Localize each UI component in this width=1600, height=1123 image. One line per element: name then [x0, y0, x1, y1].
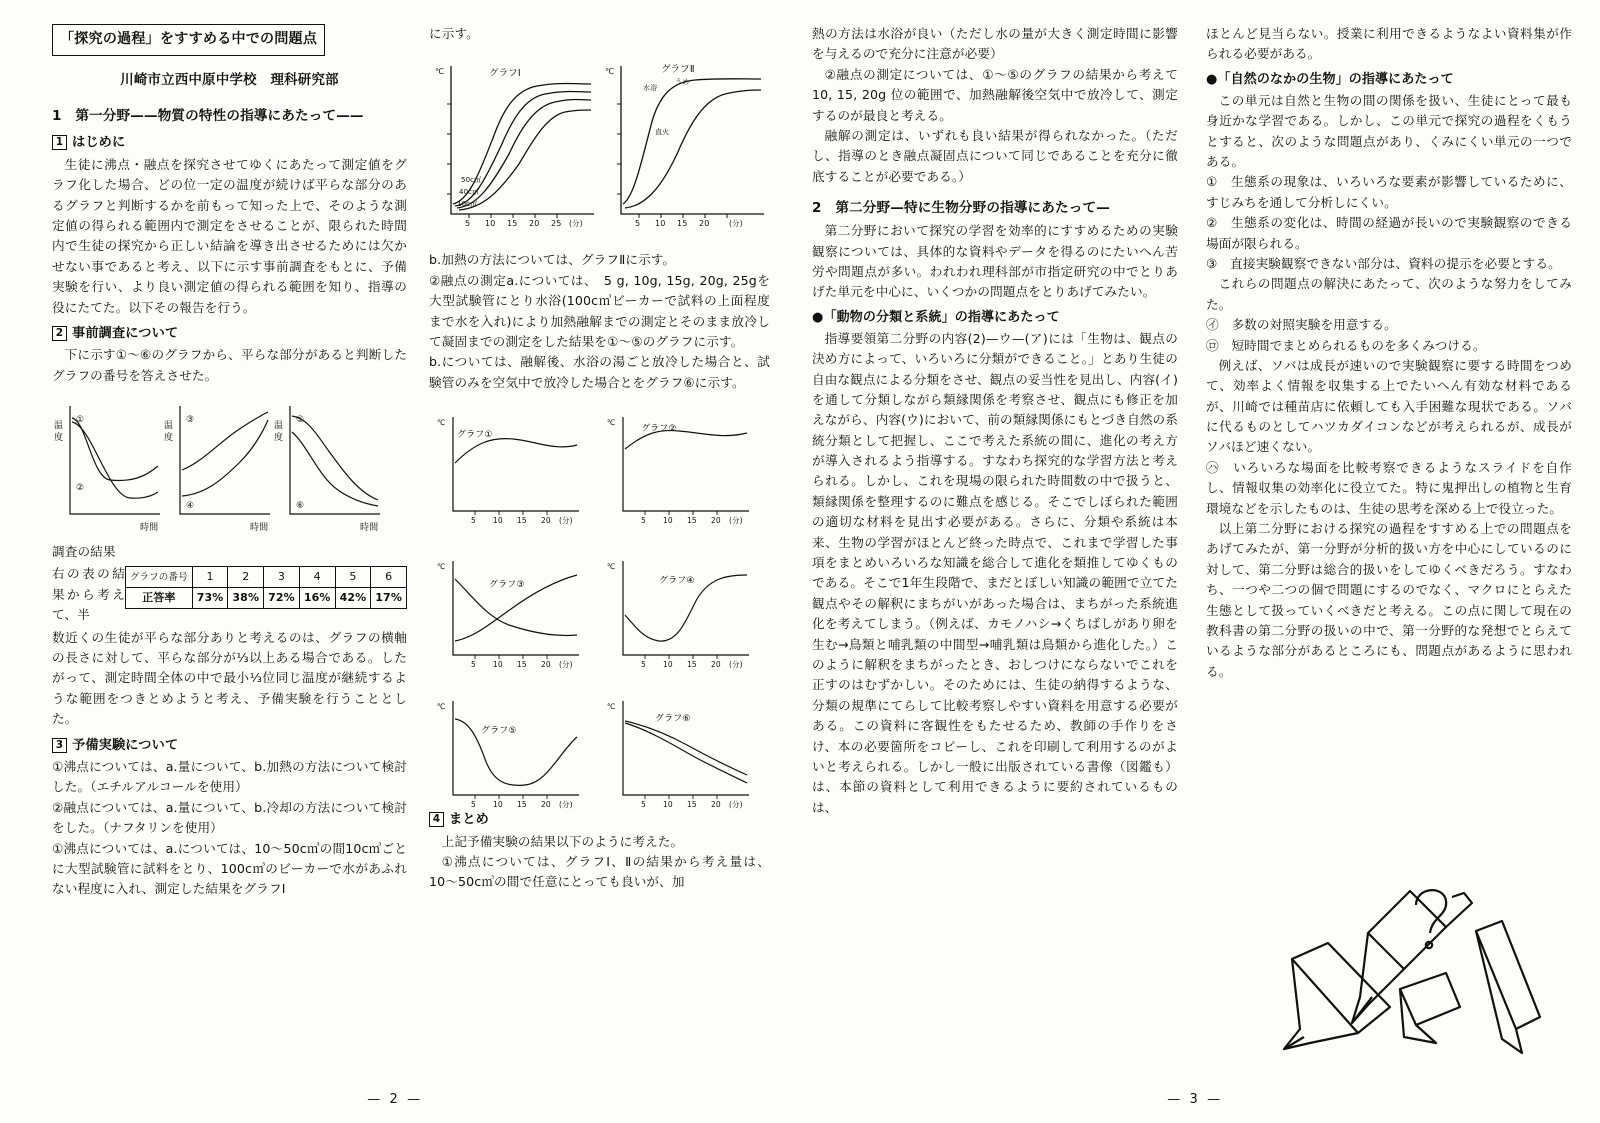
paragraph-r2-1: ほとんど見当らない。授業に利用できるようなよい資料集が作られる必要がある。	[1206, 26, 1572, 62]
table-cell: 38%	[228, 588, 264, 609]
page-folio-right: — 3 —	[1167, 1092, 1223, 1107]
survey-table-lead: 右の表の結果から考えて、半	[52, 566, 125, 623]
list-item-5: ㋺ 短時間でまとめられるものを多くみつける。	[1206, 337, 1486, 353]
paragraph-summary-item1: ①沸点については、グラフⅠ、Ⅱの結果から考え量は、10〜50c㎥の間で任意にとっても良いが、加	[429, 853, 770, 890]
paragraph-intro: 生徒に沸点・融点を探究させてゆくにあたって測定値をグラフ化した場合、どの位一定の温度が続けば平らな部分のあるグラフと判断するかを前もって知った上で、そのような測定値の得られる範囲内で測定をさせることが、限られた時間内で生徒の探究から正しい結論を導き出させるためには欠かせない事であると考え、以下に示す事前調査をもとに、予備実験を行い、より良い測定値の得られる範囲を知り、指導の役にたてた。以下その報告を行う。	[52, 156, 407, 315]
table-row	[125, 588, 406, 609]
svg-text:20: 20	[711, 800, 721, 810]
bullet-heading-animal-classification: ●「動物の分類と系統」の指導にあたって	[812, 309, 1060, 325]
svg-text:10: 10	[663, 516, 673, 526]
svg-text:℃: ℃	[607, 702, 616, 712]
svg-text:20: 20	[541, 660, 551, 670]
svg-text:℃: ℃	[605, 67, 615, 77]
list-item-2: ② 生態系の変化は、時間の経過が長いので実験観察のできる場面が限られる。	[1206, 215, 1572, 251]
table-cell: 16%	[299, 588, 335, 609]
svg-text:20: 20	[541, 516, 551, 526]
subsection-number: 3	[52, 738, 67, 753]
svg-text:10: 10	[493, 800, 503, 810]
subsection-1-4-heading	[429, 809, 770, 830]
list-item-6: ㋩ いろいろな場面を比較考察できるようなスライドを自作し、情報収集の効率化に役立てた。特に鬼押出しの植物と生育環境などを示したものは、生徒の思考を深める上で役立った。	[1206, 459, 1572, 516]
melting-graph-1-title: グラフ①	[457, 430, 493, 441]
svg-text:20: 20	[711, 516, 721, 526]
svg-text:温: 温	[164, 421, 174, 432]
svg-text:5: 5	[465, 219, 471, 229]
svg-text:℃: ℃	[437, 702, 446, 712]
svg-text:25: 25	[551, 219, 562, 229]
svg-text:5: 5	[641, 660, 646, 670]
table-header-label: グラフの番号	[125, 567, 192, 588]
svg-text:5: 5	[635, 219, 641, 229]
svg-text:℃: ℃	[437, 418, 446, 428]
melting-graph-4-title: グラフ④	[659, 576, 695, 587]
paragraph-r2-2: この単元は自然と生物の間の関係を扱い、生徒にとって最も身近かな学習である。しかし、この単元で探究の過程をくもうとすると、次のような問題点があり、くみにくい単元の一つである。	[1206, 92, 1572, 169]
table-col-1: 1	[192, 567, 228, 588]
svg-text:時間: 時間	[250, 523, 269, 534]
right-column-1	[790, 0, 1192, 1123]
svg-text:℃: ℃	[435, 67, 445, 77]
table-col-2: 2	[228, 567, 264, 588]
section-2-heading: 2 第二分野—特に生物分野の指導にあたって—	[812, 200, 1110, 217]
graph-I-title: グラフⅠ	[489, 68, 521, 80]
paragraph-prelim-2: ②融点については、a.量について、b.冷却の方法について検討をした。（ナフタリンを使用）	[52, 799, 407, 836]
svg-text:10: 10	[493, 516, 503, 526]
svg-text:℃: ℃	[607, 418, 616, 428]
paragraph-r1-1: 熱の方法は水浴が良い（ただし水の量が大きく測定時間に影響を与えるので充分に注意が必要）	[812, 26, 1178, 62]
bullet-heading-nature-life: ●「自然のなかの生物」の指導にあたって	[1206, 71, 1454, 87]
svg-text:(分): (分)	[559, 800, 573, 810]
subsection-1-2-heading	[52, 323, 407, 344]
section-1-heading: 1 第一分野——物質の特性の指導にあたって——	[52, 108, 364, 125]
page-title: 「探究の過程」をすすめる中での問題点	[52, 24, 325, 56]
svg-text:℃: ℃	[437, 562, 446, 572]
subsection-1-1-heading	[52, 132, 407, 153]
melting-graph-3-title: グラフ③	[489, 580, 525, 591]
page-folio-left: — 2 —	[367, 1092, 423, 1107]
svg-text:温: 温	[274, 421, 284, 432]
graph-II-xunit: (分)	[729, 219, 743, 229]
paragraph-prelim-3: ①沸点については、a.については、10〜50c㎥の間10c㎥ごとに大型試験管に試料をとり、100c㎥のビーカーで水があふれない程度に入れ、測定した結果をグラフⅠ	[52, 840, 407, 897]
paragraph-r1-4: 第二分野において探究の学習を効率的にすすめるための実験観察については、具体的な資料やデータを得るのにたいへん苦労や問題点が多い。われわれ理科部が市指定研究の中でとりあげた単元を中心に、いくつかの問題点をとりあげてみたい。	[812, 223, 1178, 300]
paragraph-r2-4: 例えば、ソバは成長が速いので実験観察に要する時間をつめて、効率よく情報を収集する上でたいへん有効な材料であるが、川崎では種苗店に依頼しても入手困難な現状である。ソバに代るものとしてハツカダイコンなどが考えられるが、成長がソバほど速くない。	[1206, 357, 1572, 455]
svg-text:⑥: ⑥	[296, 501, 305, 512]
paragraph-melting-a: ②融点の測定a.については、 5 g, 10g, 15g, 20g, 25gを大型試験管にとり水浴(100c㎥ビーカーで試料の上面程度まで水を入れ)により加熱融解までの測定とそのまま放冷して凝固までの測定をした結果を①〜⑤のグラフに示す。	[429, 272, 770, 349]
table-cell: 72%	[264, 588, 300, 609]
svg-text:③: ③	[186, 415, 195, 426]
svg-text:直火: 直火	[655, 128, 670, 137]
svg-text:②: ②	[76, 483, 85, 494]
svg-text:40c㎥: 40c㎥	[459, 188, 480, 197]
svg-text:15: 15	[517, 800, 527, 810]
svg-text:(分): (分)	[729, 660, 743, 670]
survey-result-heading: 調査の結果	[52, 544, 116, 560]
svg-text:(分): (分)	[729, 516, 743, 526]
table-col-5: 5	[335, 567, 371, 588]
graph-I-xunit: (分)	[569, 219, 583, 229]
svg-text:10: 10	[663, 800, 673, 810]
table-col-4: 4	[299, 567, 335, 588]
svg-text:15: 15	[687, 660, 697, 670]
melting-graph-6-title: グラフ⑥	[655, 714, 691, 725]
table-col-6: 6	[371, 567, 407, 588]
paragraph-r1-3: 融解の測定は、いずれも良い結果が得られなかった。（ただし、指導のとき融点凝固点について同じであることを充分に徹底することが必要である。）	[812, 127, 1178, 184]
left-column-1	[0, 0, 419, 1123]
list-item-4: ㋑ 多数の対照実験を用意する。	[1206, 317, 1397, 333]
list-item-3: ③ 直接実験観察できない部分は、資料の提示を必要とする。	[1206, 255, 1561, 271]
svg-text:15: 15	[687, 516, 697, 526]
melting-graph-set	[429, 403, 759, 810]
svg-text:15: 15	[517, 516, 527, 526]
svg-text:水浴: 水浴	[643, 84, 658, 93]
svg-text:15: 15	[517, 660, 527, 670]
axis-label-x: 時間	[140, 523, 159, 534]
svg-text:5: 5	[641, 800, 646, 810]
svg-text:うめ: うめ	[675, 78, 690, 87]
svg-text:10: 10	[655, 219, 666, 229]
svg-text:15: 15	[677, 219, 688, 229]
subsection-number: 1	[52, 135, 67, 150]
table-row-label: 正答率	[125, 588, 192, 609]
byline: 川崎市立西中原中学校 理科研究部	[120, 72, 339, 88]
subsection-label: 予備実験について	[72, 737, 179, 753]
paragraph-heating-method: b.加熱の方法については、グラフⅡに示す。	[429, 252, 676, 268]
left-column-2	[419, 0, 790, 1123]
svg-text:(分): (分)	[729, 800, 743, 810]
svg-text:5: 5	[471, 660, 476, 670]
melting-graph-2-title: グラフ②	[641, 424, 677, 435]
list-item-1: ① 生態系の現象は、いろいろな要素が影響しているために、すじみちを通して分析しにくい。	[1206, 174, 1572, 210]
svg-text:50c㎥: 50c㎥	[461, 176, 482, 185]
svg-text:10: 10	[485, 219, 496, 229]
svg-text:5: 5	[641, 516, 646, 526]
svg-text:15: 15	[507, 219, 518, 229]
paragraph-r2-3: これらの問題点の解決にあたって、次のような努力をしてみた。	[1206, 276, 1572, 312]
figure-graph-1-2	[429, 54, 770, 244]
svg-text:①: ①	[76, 415, 85, 426]
paragraph-r2-5: 以上第二分野における探究の過程をすすめる上での問題点をあげてみたが、第一分野が分析的扱い方を中心にしているのに対して、第二分野は総合的扱いをしてゆくべきだろう。すなわち、一つや二つの個で問題にするのでなく、マクロにとらえた生態として扱っていくべきだと考える。この点に関して現在の教科書の第二分野の扱いの中で、第一分野的な発想でとらえているような部分があるところにも、問題点があるように思われる。	[1206, 521, 1572, 679]
table-cell: 42%	[335, 588, 371, 609]
svg-text:5: 5	[471, 800, 476, 810]
paragraph-survey: 下に示す①〜⑥のグラフから、平らな部分があると判断したグラフの番号を答えさせた。	[52, 347, 407, 383]
svg-text:15: 15	[687, 800, 697, 810]
table-cell: 17%	[371, 588, 407, 609]
figure-melting-graphs	[429, 403, 770, 810]
svg-text:度: 度	[54, 433, 64, 444]
svg-text:(分): (分)	[559, 516, 573, 526]
graph-II-title: グラフⅡ	[661, 64, 695, 76]
axis-label-y: 温	[54, 421, 64, 432]
subsection-label: 事前調査について	[72, 325, 179, 341]
table-cell: 73%	[192, 588, 228, 609]
subsection-1-3-heading	[52, 735, 407, 756]
figure-survey-graphs	[52, 396, 407, 536]
svg-text:10: 10	[663, 660, 673, 670]
paragraph-survey-result: 数近くの生徒が平らな部分ありと考えるのは、グラフの横軸の長さに対して、平らな部分が⅓以上ある場合である。したがって、測定時間全体の中で最小⅓位同じ温度が継続するような範囲をつきとめようと考え、予備実験を行うこととした。	[52, 629, 407, 727]
subsection-number: 4	[429, 812, 444, 827]
paragraph-prelim-1: ①沸点については、a.量について、b.加熱の方法について検討した。（エチルアルコールを使用）	[52, 758, 407, 795]
paragraph-continuation: に示す。	[429, 26, 479, 41]
table-row	[125, 567, 406, 588]
svg-text:⑤: ⑤	[296, 415, 305, 426]
paragraph-summary: 上記予備実験の結果以下のように考えた。	[441, 833, 684, 849]
svg-text:20: 20	[711, 660, 721, 670]
survey-table-wrap	[52, 564, 407, 625]
graph-I-II	[429, 54, 769, 244]
svg-text:時間: 時間	[360, 523, 379, 534]
survey-graph-set	[52, 396, 382, 536]
right-page	[790, 0, 1600, 1123]
paragraph-melting-b: b.については、融解後、水浴の湯ごと放冷した場合と、試験管のみを空気中で放冷した場合とをグラフ⑥に示す。	[429, 354, 770, 390]
svg-text:20: 20	[529, 219, 540, 229]
svg-text:(分): (分)	[559, 660, 573, 670]
svg-text:20: 20	[699, 219, 710, 229]
paragraph-r1-2: ②融点の測定については、①〜⑤のグラフの結果から考えて10, 15, 20g 位の範囲で、加熱融解後空気中で放冷して、測定するのが最良と考える。	[812, 66, 1178, 123]
svg-text:④: ④	[186, 501, 195, 512]
svg-text:度: 度	[164, 433, 174, 444]
svg-text:20: 20	[541, 800, 551, 810]
svg-text:10c㎥: 10c㎥	[457, 200, 478, 209]
svg-text:10: 10	[493, 660, 503, 670]
left-page	[0, 0, 790, 1123]
svg-text:5: 5	[471, 516, 476, 526]
pencils-illustration	[1240, 847, 1570, 1067]
melting-graph-5-title: グラフ⑤	[481, 726, 517, 737]
subsection-number: 2	[52, 326, 67, 341]
svg-text:度: 度	[274, 433, 284, 444]
svg-text:℃: ℃	[607, 562, 616, 572]
table-col-3: 3	[264, 567, 300, 588]
subsection-label: まとめ	[449, 812, 489, 828]
article-title-wrap	[52, 24, 407, 56]
survey-table	[125, 566, 407, 609]
subsection-label: はじめに	[72, 135, 126, 151]
paragraph-r1-5: 指導要領第二分野の内容(2)—ウ—(ア)には「生物は、観点の決め方によって、いろいろに分類ができること。」とあり生徒の自由な観点による分類をさせ、観点の妥当性を見出し、内容(イ)を通して分類しながら類縁関係を考察させ、観点にも修正を加えながら、内容(ウ)において、前の類縁関係にもとづき自然の系統分類として把握し、ここで考えた系統の間に、進化の考え方が導入されるよう指導する。すなわち探究的な学習方法と考えられる。しかし、これを現場の限られた時間数の中で扱うと、類縁関係を整理するのに難点を感じる。そこでしぼられた範囲の適切な材料を見出す必要がある。さらに、分類や系統は本来、生物の学習がほとんど終った時点で、これまで学習した事項をまとめいろいろな知識を総合して進化を類推してゆくものである。そこで1年生段階で、まだとぼしい知識の範囲で立てた観点やその解釈にまちがいがあった場合は、まちがった系統進化を考えてしまう。（例えば、カモノハシ→くちばしがあり卵を生む→鳥類と哺乳類の中間型→哺乳類は鳥類から進化した。）このように解釈をまちがったとき、おしつけにならないでこれを正すのはむずかしい。そのためには、生徒の納得するような、分類の規準にてらして比較考察しやすい資料を用意する必要がある。この資料に客観性をもたせるため、教師の手作りをさけ、本の必要箇所をコピーし、これを印刷して利用するのがよいと考えられる。しかし一般に出版されている書像（図鑑も）は、本節の資料として利用できるように要約されているものは、	[812, 330, 1178, 815]
